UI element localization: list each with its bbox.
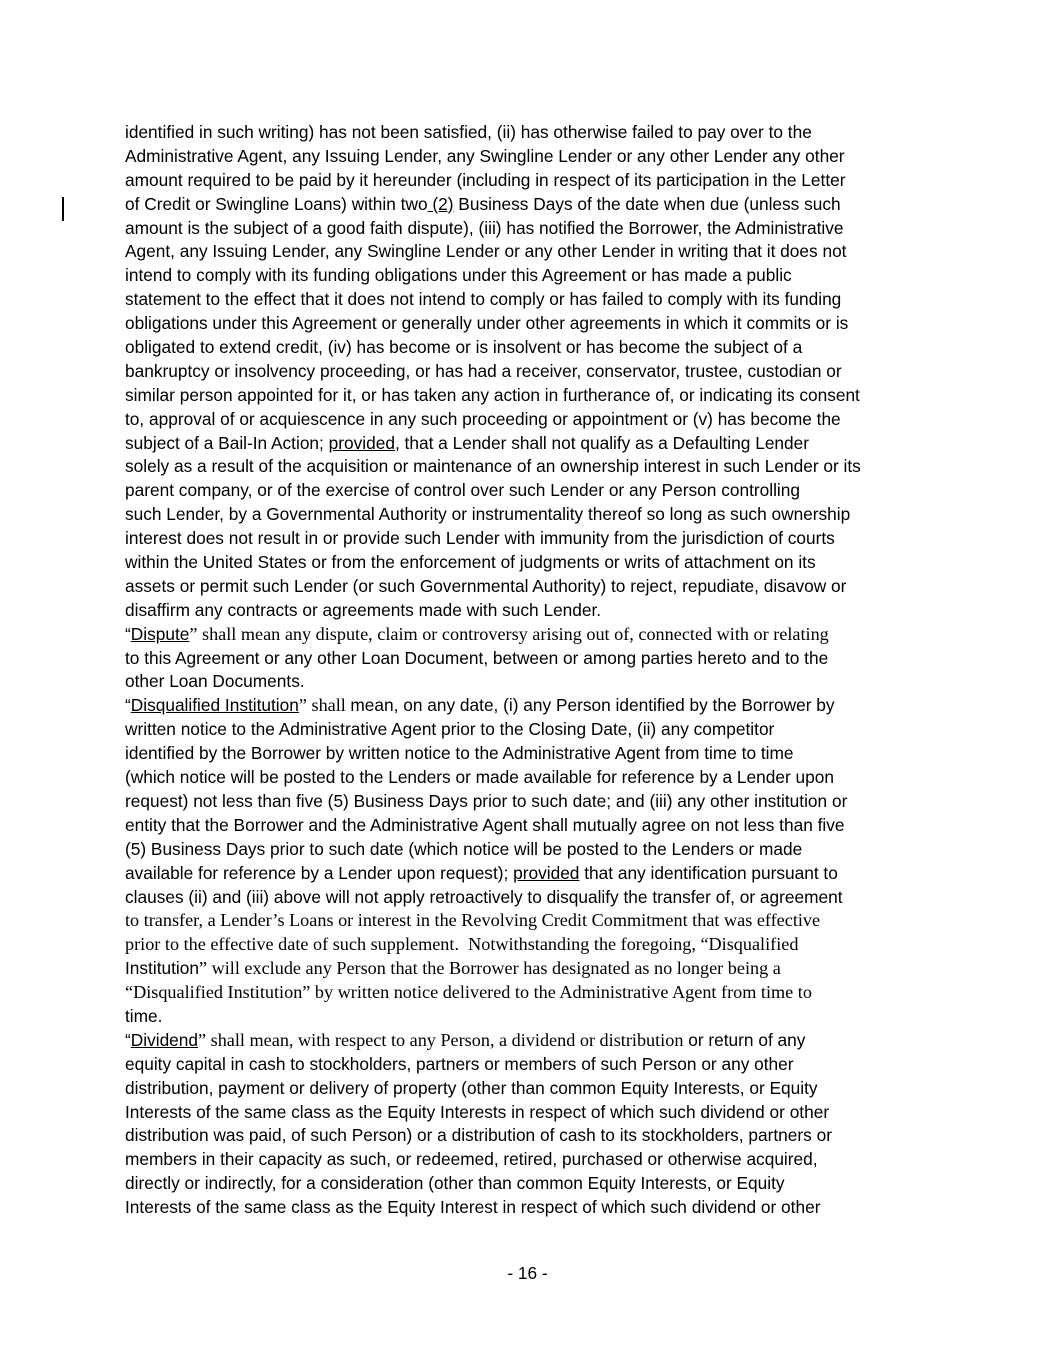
text-run: identified in such writing) has not been satisfied, (ii) has otherwise failed to pay over to the xyxy=(125,122,812,142)
text-line xyxy=(125,121,940,145)
text-run: parent company, or of the exercise of control over such Lender or any Person controlling xyxy=(125,480,800,501)
underlined-text-run: provided xyxy=(513,862,580,883)
text-run: Business Days of the date when due (unless such xyxy=(453,193,841,214)
text-run: subject of a Bail-In Action; xyxy=(125,432,329,453)
body-text xyxy=(125,121,940,1220)
text-line xyxy=(125,766,940,790)
text-line xyxy=(125,670,940,694)
text-run: “ xyxy=(125,1029,131,1050)
text-line xyxy=(125,694,940,718)
text-run: Agent, any Issuing Lender, any Swingline Lender or any other Lender in writing that it does not xyxy=(125,241,847,262)
text-run: that any identification pursuant to xyxy=(579,862,838,883)
page-number: - 16 - xyxy=(507,1263,548,1283)
text-line xyxy=(125,814,940,838)
text-line xyxy=(125,862,940,886)
text-run: of Credit or Swingline Loans) within two xyxy=(125,193,428,214)
text-run: available for reference by a Lender upon request); xyxy=(125,862,514,883)
text-run: (which notice will be posted to the Lenders or made available for reference by a Lender upon xyxy=(125,767,834,788)
text-run: disaffirm any contracts or agreements made with such Lender. xyxy=(125,599,602,620)
text-run: , that a Lender shall not qualify as a Defaulting Lender xyxy=(394,432,810,453)
text-run: interest does not result in or provide such Lender with immunity from the jurisdiction of courts xyxy=(125,528,835,549)
text-run: other Loan Documents. xyxy=(125,671,305,692)
text-run: ” shall mean, with respect to any Person, a dividend or distribution xyxy=(198,1029,684,1050)
underlined-text-run: provided xyxy=(328,432,395,453)
text-run: ” will exclude any Person that the Borrower has designated as no longer being a xyxy=(198,958,781,979)
text-line xyxy=(125,1124,940,1148)
underlined-text-run: Dividend xyxy=(130,1029,199,1050)
text-run: Administrative Agent, any Issuing Lender, any Swingline Lender or any other Lender any other xyxy=(125,145,845,166)
text-line xyxy=(125,264,940,288)
text-run: or return of any xyxy=(683,1029,806,1050)
text-line xyxy=(125,957,940,981)
text-run: solely as a result of the acquisition or maintenance of an ownership interest in such Lender or its xyxy=(125,456,861,477)
text-line xyxy=(125,838,940,862)
text-line xyxy=(125,623,940,647)
text-run: distribution, payment or delivery of property (other than common Equity Interests, or Equity xyxy=(125,1077,818,1098)
text-line xyxy=(125,742,940,766)
text-line xyxy=(125,551,940,575)
text-run: to this Agreement or any other Loan Document, between or among parties hereto and to the xyxy=(125,647,829,668)
text-run: bankruptcy or insolvency proceeding, or has had a receiver, conservator, trustee, custodian or xyxy=(125,360,842,381)
text-line xyxy=(125,455,940,479)
text-line xyxy=(125,647,940,671)
text-run: Interests of the same class as the Equity Interest in respect of which such dividend or other xyxy=(125,1197,821,1218)
text-run: amount required to be paid by it hereunder (including in respect of its participation in the Letter xyxy=(125,169,846,190)
text-run: ” shall xyxy=(298,695,351,716)
text-run: directly or indirectly, for a consideration (other than common Equity Interests, or Equity xyxy=(125,1173,785,1194)
text-line xyxy=(125,336,940,360)
text-line xyxy=(125,1053,940,1077)
text-line xyxy=(125,217,940,241)
text-run: “Disqualified Institution” by written notice delivered to the Administrative Agent from time to xyxy=(125,982,812,1003)
text-run: obligations under this Agreement or generally under other agreements in which it commits or is xyxy=(125,313,849,334)
text-line xyxy=(125,1101,940,1125)
text-line xyxy=(125,1077,940,1101)
text-run: to, approval of or acquiescence in any such proceeding or appointment or (v) has become the xyxy=(125,408,841,429)
text-run: such Lender, by a Governmental Authority or instrumentality thereof so long as such ownership xyxy=(125,504,851,525)
text-line xyxy=(125,1196,940,1220)
text-run: written notice to the Administrative Agent prior to the Closing Date, (ii) any competitor xyxy=(125,719,775,740)
text-line xyxy=(125,145,940,169)
text-line xyxy=(125,240,940,264)
text-run: entity that the Borrower and the Administrative Agent shall mutually agree on not less than five xyxy=(125,814,845,835)
text-line xyxy=(125,909,940,933)
text-line xyxy=(125,408,940,432)
text-run: statement to the effect that it does not intend to comply or has failed to comply with its funding xyxy=(125,289,842,310)
text-run: prior to the effective date of such supplement. Notwithstanding the foregoing, “Disqualified xyxy=(125,934,799,955)
text-line xyxy=(125,288,940,312)
text-run: intend to comply with its funding obligations under this Agreement or has made a public xyxy=(125,265,792,286)
text-line xyxy=(125,599,940,623)
underlined-text-run: Disqualified Institution xyxy=(130,695,299,716)
text-run: assets or permit such Lender (or such Governmental Authority) to reject, repudiate, disavow or xyxy=(125,575,847,596)
text-line xyxy=(125,1005,940,1029)
text-run: to transfer, a Lender’s Loans or interest in the Revolving Credit Commitment that was effective xyxy=(125,910,821,931)
text-run: amount is the subject of a good faith dispute), (iii) has notified the Borrower, the Administrative xyxy=(125,217,844,238)
text-run: distribution was paid, of such Person) or a distribution of cash to its stockholders, partners or xyxy=(125,1125,832,1146)
underlined-text-run: (2) xyxy=(427,193,454,214)
text-line xyxy=(125,312,940,336)
text-line xyxy=(125,575,940,599)
text-run: clauses (ii) and (iii) above will not apply retroactively to disqualify the transfer of, or agreement xyxy=(125,886,843,907)
text-run: equity capital in cash to stockholders, partners or members of such Person or any other xyxy=(125,1053,794,1074)
text-run: Interests of the same class as the Equity Interests in respect of which such dividend or other xyxy=(125,1101,830,1122)
text-line xyxy=(125,193,940,217)
underlined-text-run: Dispute xyxy=(130,623,190,644)
revision-change-bar xyxy=(62,197,64,221)
text-run: time. xyxy=(125,1005,163,1026)
text-run: Institution xyxy=(125,958,199,979)
text-run: “ xyxy=(125,623,131,644)
text-line xyxy=(125,432,940,456)
text-run: similar person appointed for it, or has taken any action in furtherance of, or indicating its consent xyxy=(125,384,860,405)
text-run: “ xyxy=(125,695,131,716)
text-line xyxy=(125,718,940,742)
text-line xyxy=(125,1148,940,1172)
text-line xyxy=(125,503,940,527)
text-run: ” shall mean any dispute, claim or controversy arising out of, connected with or relating xyxy=(189,623,829,644)
text-run: obligated to extend credit, (iv) has become or is insolvent or has become the subject of a xyxy=(125,337,803,358)
text-line xyxy=(125,384,940,408)
text-line xyxy=(125,933,940,957)
text-line xyxy=(125,360,940,384)
text-run: within the United States or from the enforcement of judgments or writs of attachment on its xyxy=(125,552,816,573)
text-run: mean, on any date, (i) any Person identified by the Borrower by xyxy=(350,695,835,716)
text-line xyxy=(125,169,940,193)
text-run: (5) Business Days prior to such date (which notice will be posted to the Lenders or made xyxy=(125,838,803,859)
text-run: identified by the Borrower by written notice to the Administrative Agent from time to time xyxy=(125,743,794,764)
text-line xyxy=(125,1172,940,1196)
text-run: request) not less than five (5) Business Days prior to such date; and (iii) any other institution or xyxy=(125,790,848,811)
text-line xyxy=(125,886,940,910)
text-line xyxy=(125,790,940,814)
text-line xyxy=(125,479,940,503)
text-line xyxy=(125,981,940,1005)
text-line xyxy=(125,527,940,551)
text-run: members in their capacity as such, or redeemed, retired, purchased or otherwise acquired, xyxy=(125,1149,818,1170)
text-line xyxy=(125,1029,940,1053)
